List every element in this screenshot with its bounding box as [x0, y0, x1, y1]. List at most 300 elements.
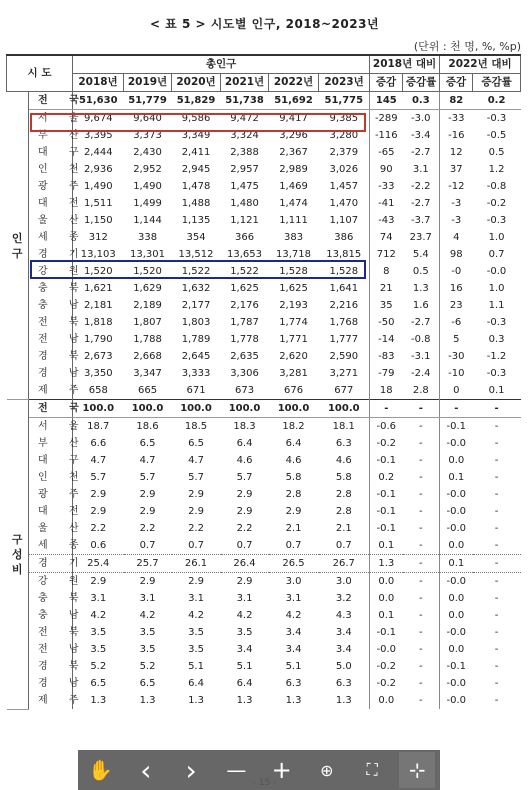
change-2022: -3	[440, 195, 473, 212]
year-value: 6.5	[139, 678, 156, 689]
change-2018: 145	[370, 92, 403, 110]
rate-2022: 0.2	[473, 92, 521, 110]
change-2018: -14	[370, 331, 403, 348]
rate-2022: 0.5	[488, 147, 505, 158]
year-value: 2,936	[73, 161, 124, 178]
change-2022: -0.0	[440, 692, 473, 709]
rate-2018: -	[418, 506, 423, 517]
change-2018: -43	[370, 212, 403, 229]
table-row	[7, 365, 521, 382]
table-row	[7, 520, 521, 537]
rate-2018: 2.8	[412, 385, 429, 396]
rate-2018: -	[418, 678, 423, 689]
page-number: - 15 -	[252, 778, 277, 788]
zoom-in-icon[interactable]: +	[271, 756, 292, 784]
region-name: 서 울	[29, 110, 73, 128]
year-value: 13,103	[73, 246, 124, 263]
rate-2022: -0.3	[486, 215, 507, 226]
change-2022: -10	[440, 365, 473, 382]
year-value: 1,625	[279, 283, 308, 294]
year-value: 3.1	[285, 593, 302, 604]
year-value: 2,379	[329, 147, 359, 158]
rate-2022: -0.3	[486, 317, 507, 328]
table-row	[7, 537, 521, 555]
population-section	[7, 92, 521, 400]
header-vs-2018: 2018년 대비	[370, 55, 440, 74]
change-2022: 0.0	[440, 452, 473, 469]
year-value: 5.1	[285, 661, 302, 672]
region-name: 전 북	[29, 314, 73, 331]
year-value: 13,653	[227, 249, 263, 260]
year-value: 51,775	[319, 92, 370, 110]
year-value: 3.5	[236, 627, 253, 638]
year-value: 9,472	[230, 113, 259, 124]
rate-2018: 3.1	[412, 164, 429, 175]
year-value: 1,528	[329, 266, 359, 277]
table-row	[7, 229, 521, 246]
change-2018: 712	[370, 246, 403, 263]
change-2018: 0.1	[370, 607, 403, 624]
rate-2018: -	[418, 695, 423, 706]
year-value: 1,480	[230, 198, 259, 209]
year-value: 386	[334, 232, 354, 243]
rate-2018: -	[403, 555, 440, 573]
region-name: 전 국	[29, 400, 73, 418]
year-value: 0.7	[221, 537, 269, 555]
year-value: 51,779	[124, 92, 172, 110]
change-2022: 98	[440, 246, 473, 263]
change-2022: -12	[440, 178, 473, 195]
population-table	[6, 54, 521, 710]
year-value: 6.4	[285, 438, 302, 449]
year-value: 4.2	[285, 610, 302, 621]
region-name: 대 구	[29, 452, 73, 469]
rate-2022: 0.1	[488, 385, 505, 396]
rate-2018: -	[403, 400, 440, 418]
year-value: 1.3	[73, 692, 124, 709]
region-name: 부 산	[29, 435, 73, 452]
year-value: 100.0	[73, 400, 124, 418]
year-value: 2.9	[188, 489, 204, 500]
year-value: 5.8	[335, 472, 352, 483]
change-2018: 0.2	[370, 469, 403, 486]
header-year: 2022년	[269, 74, 319, 92]
rate-2022: -	[494, 506, 499, 517]
year-value: 9,640	[133, 113, 162, 124]
change-2022: -0.0	[440, 486, 473, 503]
change-2022: -0.0	[440, 520, 473, 537]
table-row	[7, 280, 521, 297]
year-value: 3.4	[335, 627, 352, 638]
change-2018: -0.1	[370, 520, 403, 537]
year-value: 5.7	[188, 472, 204, 483]
year-value: 0.7	[172, 537, 221, 555]
table-row	[7, 590, 521, 607]
change-2022: -16	[440, 127, 473, 144]
year-value: 5.2	[139, 661, 156, 672]
change-2018: 35	[370, 297, 403, 314]
rate-2022: -	[494, 593, 499, 604]
rate-2022: -	[494, 438, 499, 449]
section-label: 인구	[7, 92, 29, 400]
rate-2018: -	[418, 438, 423, 449]
table-row	[7, 573, 521, 591]
year-value: 354	[186, 232, 206, 243]
pdf-viewer-toolbar	[78, 750, 440, 790]
change-2022: 0.0	[440, 590, 473, 607]
year-value: 1,632	[181, 283, 211, 294]
region-name: 경 남	[29, 675, 73, 692]
change-2018: 90	[370, 161, 403, 178]
unit-note: (단위 : 천 명, %, %p)	[413, 40, 521, 53]
fit-width-icon[interactable]: ⛶	[366, 760, 378, 779]
region-name: 광 주	[29, 178, 73, 195]
region-name: 부 산	[29, 127, 73, 144]
year-value: 4.2	[73, 607, 124, 624]
header-change-rate: 증감률	[473, 74, 521, 92]
year-value: 1.3	[285, 695, 302, 706]
year-value: 2.9	[73, 486, 124, 503]
change-2018: -116	[370, 127, 403, 144]
region-name: 강 원	[29, 573, 73, 591]
zoom-out-icon[interactable]: —	[226, 758, 247, 782]
rate-2022: -	[494, 421, 499, 432]
fullscreen-icon[interactable]: ⊹	[399, 752, 435, 788]
rate-2018: -2.7	[411, 198, 431, 209]
year-value: 2,388	[230, 147, 259, 158]
rate-2022: -0.5	[486, 130, 507, 141]
change-2022: 5	[440, 331, 473, 348]
table-row	[7, 110, 521, 128]
year-value: 1.3	[188, 695, 204, 706]
year-value: 3,373	[133, 130, 162, 141]
year-value: 6.6	[73, 435, 124, 452]
rate-2018: -	[418, 644, 423, 655]
year-value: 1,150	[73, 212, 124, 229]
change-2022: -33	[440, 110, 473, 128]
change-2018: 8	[370, 263, 403, 280]
year-value: 1,478	[181, 181, 211, 192]
header-year: 2018년	[73, 74, 124, 92]
rate-2018: -	[418, 489, 423, 500]
year-value: 3,280	[329, 130, 359, 141]
year-value: 1,475	[230, 181, 259, 192]
year-value: 6.5	[188, 438, 204, 449]
change-2022: 23	[440, 297, 473, 314]
change-2018: -0.0	[370, 641, 403, 658]
header-change: 증감	[370, 74, 403, 92]
rate-2018: -3.4	[411, 130, 431, 141]
year-value: 2.9	[188, 576, 204, 587]
change-2018: -0.2	[370, 658, 403, 675]
year-value: 18.6	[136, 421, 159, 432]
year-value: 2,620	[279, 351, 308, 362]
year-value: 13,718	[276, 249, 312, 260]
change-2022: 16	[440, 280, 473, 297]
year-value: 2,645	[181, 351, 211, 362]
year-value: 100.0	[221, 400, 269, 418]
change-2018: 0.0	[370, 573, 403, 591]
year-value: 13,512	[178, 249, 214, 260]
rate-2022: -	[494, 576, 499, 587]
rate-2022: 0.3	[488, 334, 505, 345]
rate-2022: -	[494, 489, 499, 500]
rate-2022: -	[494, 472, 499, 483]
year-value: 51,829	[172, 92, 221, 110]
year-value: 2.9	[73, 573, 124, 591]
year-value: 1.3	[335, 695, 352, 706]
table-title: < 표 5 > 시도별 인구, 2018~2023년	[149, 17, 380, 31]
year-value: 1,621	[73, 280, 124, 297]
change-2018: -79	[370, 365, 403, 382]
table-row	[7, 624, 521, 641]
year-value: 1,771	[279, 334, 308, 345]
region-name: 충 남	[29, 297, 73, 314]
year-value: 13,815	[326, 249, 362, 260]
change-2018: -289	[370, 110, 403, 128]
rate-2022: -	[473, 537, 521, 555]
change-2022: 0.0	[440, 607, 473, 624]
year-value: 9,417	[279, 113, 308, 124]
year-value: 3,281	[279, 368, 308, 379]
year-value: 0.6	[73, 537, 124, 555]
change-2022: -3	[440, 212, 473, 229]
year-value: 6.4	[188, 678, 204, 689]
year-value: 1.3	[236, 695, 253, 706]
table-row	[7, 400, 521, 418]
year-value: 4.6	[285, 455, 302, 466]
rate-2022: 1.0	[488, 232, 505, 243]
change-2022: 0.0	[440, 537, 473, 555]
year-value: 3,333	[181, 368, 211, 379]
rate-2022: -0.3	[486, 113, 507, 124]
year-value: 100.0	[124, 400, 172, 418]
year-value: 5.7	[139, 472, 156, 483]
year-value: 2.9	[139, 489, 156, 500]
table-row	[7, 246, 521, 263]
previous-page-icon[interactable]: ‹	[140, 753, 152, 787]
year-value: 3.5	[139, 627, 156, 638]
region-name: 전 국	[29, 92, 73, 110]
change-2022: 37	[440, 161, 473, 178]
year-value: 26.5	[269, 555, 319, 573]
year-value: 18.2	[282, 421, 305, 432]
change-2018: 21	[370, 280, 403, 297]
year-value: 2,216	[329, 300, 359, 311]
header-year: 2020년	[172, 74, 221, 92]
year-value: 9,586	[181, 113, 211, 124]
change-2022: 82	[440, 92, 473, 110]
section-label: 구성비	[7, 400, 29, 710]
year-value: 26.1	[172, 555, 221, 573]
pan-hand-icon[interactable]: ✋	[88, 758, 114, 782]
year-value: 3.0	[285, 576, 302, 587]
region-name: 서 울	[29, 418, 73, 436]
rate-2022: -	[494, 610, 499, 621]
year-value: 1,511	[73, 195, 124, 212]
rate-2022: -0.0	[486, 266, 507, 277]
year-value: 1,470	[329, 198, 359, 209]
rate-2022: -	[494, 455, 499, 466]
table-row	[7, 297, 521, 314]
year-value: 1,144	[133, 215, 162, 226]
year-value: 2,989	[279, 164, 308, 175]
year-value: 3,350	[73, 365, 124, 382]
rate-2018: 0.3	[403, 92, 440, 110]
year-value: 2.8	[285, 489, 302, 500]
year-value: 2.8	[335, 506, 352, 517]
year-value: 2.2	[236, 523, 253, 534]
rate-2022: 1.0	[488, 283, 505, 294]
region-name: 울 산	[29, 212, 73, 229]
rate-2022: 1.1	[488, 300, 505, 311]
year-value: 1,135	[181, 215, 211, 226]
year-value: 2,189	[133, 300, 162, 311]
change-2022: 0	[440, 382, 473, 400]
rate-2022: -	[494, 627, 499, 638]
year-value: 3,306	[230, 368, 259, 379]
year-value: 1,457	[329, 181, 359, 192]
rate-2018: 5.4	[412, 249, 429, 260]
region-name: 울 산	[29, 520, 73, 537]
year-value: 677	[334, 385, 354, 396]
year-value: 18.1	[332, 421, 355, 432]
year-value: 1,774	[279, 317, 308, 328]
change-2018: -	[370, 400, 403, 418]
year-value: 3.4	[236, 644, 253, 655]
region-name: 대 전	[29, 195, 73, 212]
year-value: 2.9	[236, 489, 253, 500]
year-value: 3.5	[73, 624, 124, 641]
region-name: 충 남	[29, 607, 73, 624]
rate-2018: -2.2	[411, 181, 431, 192]
rate-2018: -3.1	[411, 351, 431, 362]
year-value: 0.7	[124, 537, 172, 555]
year-value: 3.1	[188, 593, 204, 604]
year-value: 3.1	[139, 593, 156, 604]
region-name: 대 전	[29, 503, 73, 520]
fit-page-icon[interactable]: ⊕	[320, 760, 334, 780]
header-vs-2022: 2022년 대비	[440, 55, 521, 74]
year-value: 2.9	[236, 506, 253, 517]
region-name: 전 북	[29, 624, 73, 641]
year-value: 5.8	[285, 472, 302, 483]
year-value: 2,673	[73, 348, 124, 365]
year-value: 3.4	[285, 627, 302, 638]
year-value: 100.0	[269, 400, 319, 418]
region-name: 제 주	[29, 382, 73, 400]
header-change-rate: 증감률	[403, 74, 440, 92]
year-value: 5.1	[236, 661, 253, 672]
year-value: 1,818	[73, 314, 124, 331]
year-value: 676	[283, 385, 304, 396]
rate-2018: -	[418, 421, 423, 432]
table-row	[7, 348, 521, 365]
year-value: 2,177	[181, 300, 211, 311]
year-value: 3.5	[188, 627, 204, 638]
year-value: 2,590	[329, 351, 359, 362]
change-2018: 74	[370, 229, 403, 246]
year-value: 6.4	[236, 438, 253, 449]
rate-2018: -	[418, 661, 423, 672]
year-value: 51,692	[269, 92, 319, 110]
year-value: 1,490	[133, 181, 162, 192]
rate-2022: -	[494, 644, 499, 655]
change-2018: -0.1	[370, 503, 403, 520]
change-2018: 1.3	[370, 555, 403, 573]
year-value: 5.0	[335, 661, 352, 672]
table-row	[7, 314, 521, 331]
rate-2018: -	[403, 537, 440, 555]
change-2018: 0.0	[370, 692, 403, 709]
rate-2018: -	[418, 472, 423, 483]
year-value: 1.3	[139, 695, 156, 706]
year-value: 1,790	[73, 331, 124, 348]
year-value: 1,789	[181, 334, 211, 345]
rate-2018: -	[418, 523, 423, 534]
year-value: 1,522	[181, 266, 211, 277]
change-2018: -0.6	[370, 418, 403, 436]
table-row	[7, 658, 521, 675]
table-row	[7, 607, 521, 624]
year-value: 2,952	[133, 164, 162, 175]
rate-2022: -1.2	[486, 351, 507, 362]
year-value: 2,193	[279, 300, 308, 311]
rate-2018: -2.7	[411, 317, 431, 328]
rate-2018: -	[418, 593, 423, 604]
composition-section	[7, 400, 521, 710]
year-value: 2.2	[188, 523, 204, 534]
year-value: 25.7	[124, 555, 172, 573]
rate-2022: 1.2	[488, 164, 505, 175]
year-value: 4.2	[139, 610, 156, 621]
change-2022: -30	[440, 348, 473, 365]
change-2018: 0.1	[370, 537, 403, 555]
header-region: 시 도	[7, 55, 73, 92]
rate-2022: 0.7	[488, 249, 505, 260]
rate-2022: -	[473, 555, 521, 573]
year-value: 1,522	[230, 266, 259, 277]
year-value: 383	[283, 232, 304, 243]
rate-2022: -0.8	[486, 181, 507, 192]
change-2022: -0.0	[440, 675, 473, 692]
year-value: 2.2	[139, 523, 156, 534]
year-value: 2.1	[285, 523, 302, 534]
table-row	[7, 212, 521, 229]
change-2018: 0.0	[370, 590, 403, 607]
change-2022: -0.0	[440, 503, 473, 520]
year-value: 2.8	[335, 489, 352, 500]
rate-2018: -	[418, 627, 423, 638]
year-value: 4.2	[188, 610, 204, 621]
year-value: 3,026	[329, 164, 359, 175]
year-value: 1,520	[133, 266, 162, 277]
rate-2018: 1.6	[412, 300, 429, 311]
year-value: 3.4	[335, 644, 352, 655]
next-page-icon[interactable]: ›	[185, 753, 197, 787]
year-value: 3.1	[236, 593, 253, 604]
change-2018: -0.2	[370, 435, 403, 452]
table-row	[7, 692, 521, 709]
year-value: 3.5	[139, 644, 156, 655]
table-row	[7, 382, 521, 400]
region-name: 제 주	[29, 692, 73, 709]
year-value: 51,630	[73, 92, 124, 110]
year-value: 2.9	[236, 576, 253, 587]
rate-2018: -2.7	[411, 147, 431, 158]
change-2022: 0.1	[440, 555, 473, 573]
year-value: 1,777	[329, 334, 359, 345]
